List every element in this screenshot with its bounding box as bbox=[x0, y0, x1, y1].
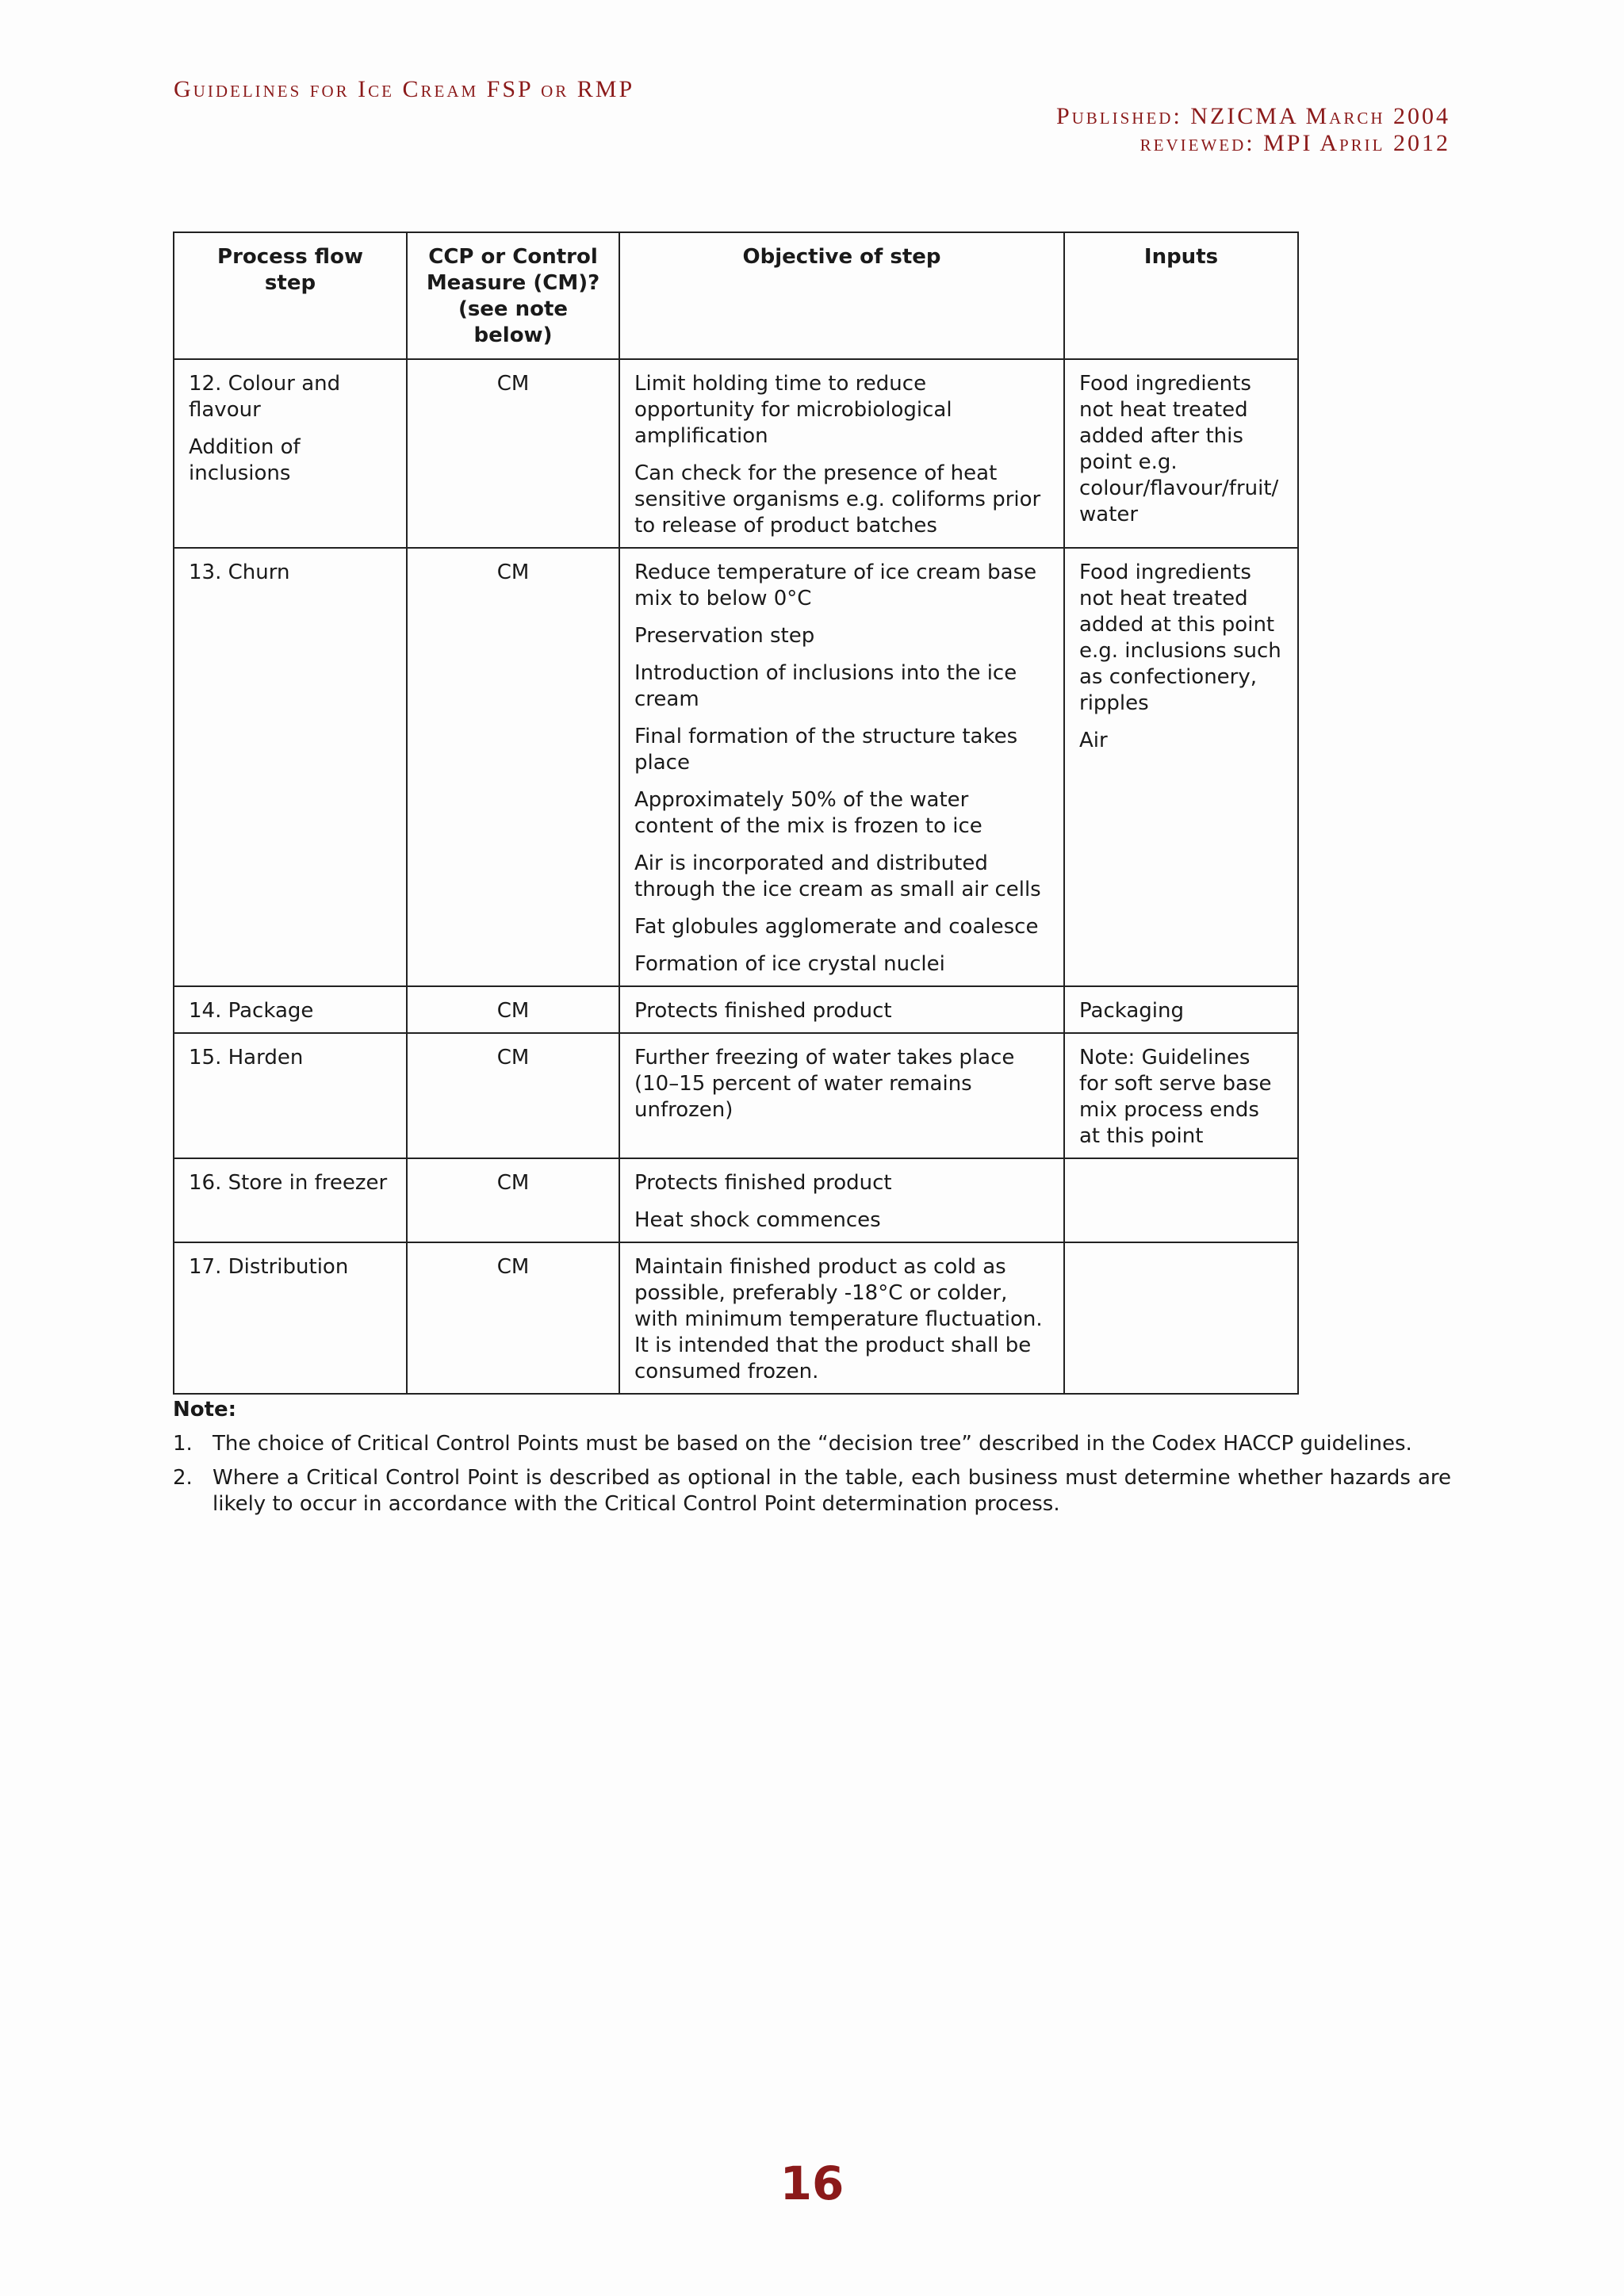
table-row bbox=[174, 359, 1298, 548]
header-objective-of-step: Objective of step bbox=[619, 232, 1064, 359]
cell-paragraph: Food ingredients not heat treated added at this point e.g. inclusions such as confectionery, ripples bbox=[1079, 561, 1281, 715]
note-number: 1. bbox=[173, 1432, 193, 1456]
inputs-cell bbox=[1064, 1158, 1298, 1242]
header-process-flow-step: Process flow step bbox=[174, 232, 407, 359]
ccp-cell: CM bbox=[407, 1033, 619, 1158]
objective-cell bbox=[619, 548, 1064, 986]
cell-paragraph: Further freezing of water takes place (10–15 percent of water remains unfrozen) bbox=[634, 1046, 1015, 1122]
inputs-cell bbox=[1064, 359, 1298, 548]
running-header-publication bbox=[1056, 103, 1450, 157]
cell-paragraph: Introduction of inclusions into the ice cream bbox=[634, 661, 1017, 711]
table-row bbox=[174, 1158, 1298, 1242]
process-flow-table bbox=[173, 232, 1299, 1395]
inputs-cell bbox=[1064, 1033, 1298, 1158]
note-text: Where a Critical Control Point is described as optional in the table, each business must determine whether hazards are likely to occur in accordance with the Critical Control Point determination process. bbox=[213, 1466, 1451, 1516]
process-step-cell bbox=[174, 1033, 407, 1158]
table-row bbox=[174, 1033, 1298, 1158]
ccp-cell: CM bbox=[407, 986, 619, 1033]
process-step-cell bbox=[174, 1158, 407, 1242]
note-number: 2. bbox=[173, 1466, 193, 1490]
page-number: 16 bbox=[779, 2156, 845, 2210]
ccp-cell: CM bbox=[407, 1158, 619, 1242]
process-step-cell bbox=[174, 548, 407, 986]
note-item bbox=[173, 1431, 1451, 1457]
process-step-cell bbox=[174, 986, 407, 1033]
inputs-cell bbox=[1064, 548, 1298, 986]
cell-paragraph: 17. Distribution bbox=[189, 1255, 349, 1279]
reviewed-line: reviewed: MPI April 2012 bbox=[1139, 130, 1450, 156]
table-body bbox=[174, 359, 1298, 1394]
note-text: The choice of Critical Control Points must be based on the “decision tree” described in the Codex HACCP guidelines. bbox=[213, 1432, 1412, 1456]
header-inputs: Inputs bbox=[1064, 232, 1298, 359]
cell-paragraph: Formation of ice crystal nuclei bbox=[634, 952, 945, 976]
cell-paragraph: Food ingredients not heat treated added after this point e.g. colour/flavour/fruit/ water bbox=[1079, 372, 1279, 526]
cell-paragraph: 14. Package bbox=[189, 999, 314, 1023]
cell-paragraph: Packaging bbox=[1079, 999, 1184, 1023]
table-row bbox=[174, 548, 1298, 986]
notes-heading: Note: bbox=[173, 1398, 237, 1422]
running-header-title: Guidelines for Ice Cream FSP or RMP bbox=[174, 76, 635, 102]
ccp-cell: CM bbox=[407, 548, 619, 986]
objective-cell bbox=[619, 1033, 1064, 1158]
cell-paragraph: Air bbox=[1079, 729, 1108, 752]
table-row bbox=[174, 1242, 1298, 1394]
cell-paragraph: 13. Churn bbox=[189, 561, 290, 584]
cell-paragraph: Air is incorporated and distributed through the ice cream as small air cells bbox=[634, 851, 1041, 901]
inputs-cell bbox=[1064, 1242, 1298, 1394]
published-line: Published: NZICMA March 2004 bbox=[1055, 103, 1450, 129]
cell-paragraph: Reduce temperature of ice cream base mix to below 0°C bbox=[634, 561, 1037, 610]
cell-paragraph: Note: Guidelines for soft serve base mix process ends at this point bbox=[1079, 1046, 1272, 1148]
cell-paragraph: Protects finished product bbox=[634, 1171, 892, 1195]
objective-cell bbox=[619, 359, 1064, 548]
cell-paragraph: Preservation step bbox=[634, 624, 815, 648]
table-row bbox=[174, 986, 1298, 1033]
cell-paragraph: 16. Store in freezer bbox=[189, 1171, 388, 1195]
process-step-cell bbox=[174, 359, 407, 548]
cell-paragraph: Heat shock commences bbox=[634, 1208, 881, 1232]
ccp-cell: CM bbox=[407, 359, 619, 548]
objective-cell bbox=[619, 1158, 1064, 1242]
cell-paragraph: Limit holding time to reduce opportunity for microbiological amplification bbox=[634, 372, 952, 448]
cell-paragraph: Can check for the presence of heat sensitive organisms e.g. coliforms prior to release of product batches bbox=[634, 461, 1041, 538]
header-ccp-or-control-measure: CCP or Control Measure (CM)? (see note below) bbox=[407, 232, 619, 359]
objective-cell bbox=[619, 1242, 1064, 1394]
cell-paragraph: Final formation of the structure takes place bbox=[634, 725, 1018, 775]
inputs-cell bbox=[1064, 986, 1298, 1033]
cell-paragraph: 12. Colour and flavour bbox=[189, 372, 341, 422]
ccp-cell: CM bbox=[407, 1242, 619, 1394]
cell-paragraph: Fat globules agglomerate and coalesce bbox=[634, 915, 1039, 939]
cell-paragraph: Addition of inclusions bbox=[189, 435, 301, 485]
objective-cell bbox=[619, 986, 1064, 1033]
cell-paragraph: 15. Harden bbox=[189, 1046, 304, 1070]
note-item bbox=[173, 1465, 1451, 1517]
cell-paragraph: Approximately 50% of the water content of the mix is frozen to ice bbox=[634, 788, 982, 838]
process-step-cell bbox=[174, 1242, 407, 1394]
process-flow-table-container bbox=[173, 232, 1297, 1395]
cell-paragraph: Protects finished product bbox=[634, 999, 892, 1023]
notes-section bbox=[173, 1397, 1451, 1525]
table-header-row bbox=[174, 232, 1298, 359]
cell-paragraph: Maintain finished product as cold as possible, preferably -18°C or colder, with minimum temperature fluctuation. It is intended that the product shall be consumed frozen. bbox=[634, 1255, 1043, 1383]
